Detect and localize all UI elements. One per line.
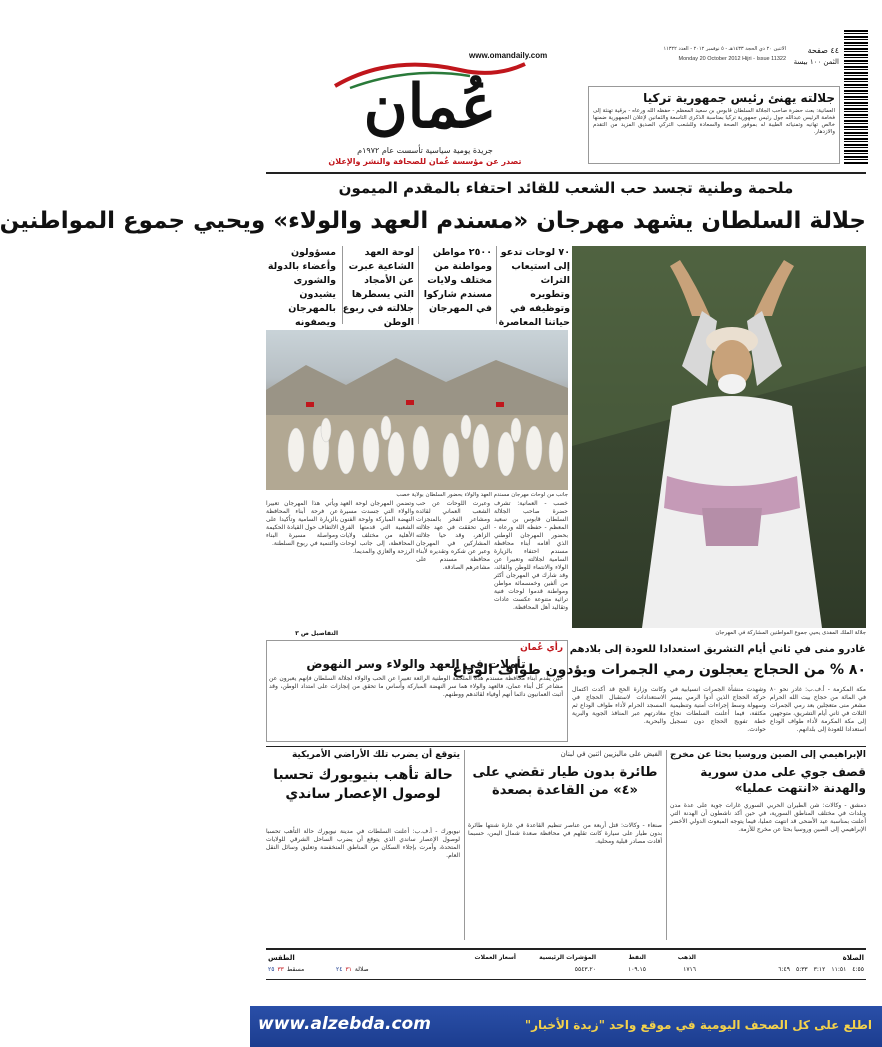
yemen-headline: طائرة بدون طيار تقضي على «٤» من القاعدة بصعدة — [472, 765, 658, 798]
lead-continued[interactable]: التفاصيل ص ٣ — [295, 630, 338, 637]
prayer-label: الصلاة — [842, 954, 864, 962]
opinion-label: رأي عُمان — [520, 643, 563, 653]
tagline: جريدة يومية سياسية تأسست عام ١٩٧٢م — [357, 146, 493, 155]
masthead-divider — [266, 172, 866, 174]
syria-kicker: الإبراهيمي إلى الصين وروسيا بحثا عن مخرج — [670, 750, 866, 760]
sultan-illustration — [572, 246, 866, 628]
lead-point[interactable]: ٢٥٠٠ مواطن ومواطنة من مختلف ولايات مسندم شاركوا في المهرجان — [423, 247, 492, 314]
logo-text: عُمان — [363, 72, 497, 142]
hajj-body-col: وكانت وزارة الحج قد أكدت اكتمال الاستعدادات لاستقبال الحجاج في المسجد الحرام لأداء طواف الوداع ثم مغادرتهم عبر المنافذ الجوية والبرية والبحرية. — [572, 686, 666, 725]
sultan-photo[interactable] — [572, 246, 866, 628]
hajj-kicker: غادرو منى في ثاني أيام التشريق استعدادا للعودة إلى بلادهم — [569, 644, 866, 655]
us-headline: حالة تأهب بنيويورك تحسبا لوصول الإعصار ساندي — [273, 767, 453, 802]
lead-headline: جلالة السلطان يشهد مهرجان «مسندم العهد والولاء» ويحيي جموع المواطنين — [0, 208, 866, 234]
lead-body-col: وعبرت اللوحات عن حب الشعب العماني لقائده ومشاعر الفخر بالمنجزات التي تحققت في عهد جلالته الزاهر، وقد حيا جلالته المشاركين في المهرجان وعبر عن شكره وتقديره لأبناء محافظة مسندم على مشاعرهم الصادقة. — [416, 500, 490, 571]
yemen-story[interactable] — [468, 750, 662, 940]
hajj-body-col: وشهدت منشأة الجمرات انسيابية في حركة الحجاج الذين أدوا الرمي بيسر وسهولة وسط إجراءات أمنية وتنظيمية مكثفة، فيما أعلنت السلطات نجاح خطة تفويج الحجاج دون تسجيل حوادث. — [670, 686, 766, 733]
syria-body: دمشق - وكالات: شن الطيران الحربي السوري غارات جوية على عدة مدن وبلدات في مختلف المناطق السورية، في حين أكد ناشطون أن الهدنة التي أعلنت بمناسبة عيد الأضحى قد انتهت عمليا، فيما يتوجه المبعوث الدولي الأخضر الإبراهيمي إلى الصين وروسيا بحثا عن مخرج للأزمة. — [670, 802, 866, 833]
sultan-photo-caption: جلالة الملك المفدى يحيي جموع المواطنين المشاركة في المهرجان — [715, 630, 866, 636]
parade-photo-caption: جانب من لوحات مهرجان مسندم العهد والولاء بحضور السلطان بولاية خصب — [396, 492, 568, 498]
prayer-time: ٦:٤٩ — [778, 966, 790, 973]
weather-min: ٢٤ — [336, 966, 343, 973]
opinion-body: حين يقدم أبناء محافظة مسندم هذه الملحمة الوطنية الرائعة تعبيرا عن الحب والولاء لجلالة السلطان فإنهم يعبرون عن مشاعر كل أبناء عمان، فالعهد والولاء هما سر النهضة المباركة وأساس ما تحقق من إنجازات على امتداد الوطن، وقد أثبت العمانيون دائما أنهم أوفياء لقائدهم ووطنهم. — [269, 675, 563, 698]
alzebda-banner[interactable] — [250, 1006, 882, 1047]
prayer-time: ٥:٣٣ — [795, 966, 808, 973]
prayer-time: ١١:٥١ — [831, 966, 847, 973]
publisher: تصدر عن مؤسسة عُمان للصحافة والنشر والإعلان — [328, 157, 522, 166]
prayer-time: ٣:١٢ — [813, 966, 826, 973]
weather-label: الطقس — [268, 954, 295, 962]
currency-label: أسعار العملات — [474, 954, 516, 961]
weather-salalah — [336, 966, 369, 973]
oil-label: النفط — [628, 954, 646, 961]
masthead — [250, 0, 882, 172]
edition-line-ar: الاثنين ٢٠ ذي الحجة ١٤٣٣هـ - ٥ نوفمبر ٢٠١٢ - العدد ١١٣٢٢ — [663, 46, 786, 52]
lead-point[interactable]: لوحة العهد الشاعية عبرت عن الأمجاد التي يسطرها جلالته في ربوع الوطن — [342, 247, 414, 328]
us-story[interactable] — [266, 750, 460, 940]
edition-line-en: Monday 20 October 2012 Hijri - Issue 11322 — [678, 56, 786, 62]
barcode — [844, 30, 868, 165]
weather-max: ٣٣ — [277, 966, 284, 973]
price: الثمن ١٠٠ بيسة — [793, 58, 839, 66]
market-bar — [266, 948, 866, 980]
lead-point[interactable]: ٧٠ لوحات تدعو إلى استيعاب التراث وتطويره وتوظيفه في حياتنا المعاصرة — [498, 247, 570, 328]
oil-price: ١٠٩.١٥ — [627, 966, 646, 973]
lead-kicker: ملحمة وطنية تجسد حب الشعب للقائد احتفاء بالمقدم الميمون — [338, 179, 794, 197]
top-news-headline: جلالته يهنئ رئيس جمهورية تركيا — [643, 91, 835, 105]
yemen-kicker: الفيض على ماليزيين اثنين في لبنان — [560, 750, 662, 758]
logo — [290, 60, 570, 146]
gold-label: الذهب — [677, 954, 696, 961]
banner-text: اطلع على كل الصحف اليومية في موقع واحد "زبدة الأخبار" — [524, 1018, 872, 1032]
syria-story[interactable] — [670, 750, 866, 940]
weather-city: مسقط — [286, 966, 305, 973]
us-kicker: يتوقع أن يضرب تلك الأراضي الأمريكية — [291, 750, 460, 760]
weather-max: ٣١ — [345, 966, 352, 973]
hajj-body-col: مكة المكرمة - أ.ف.ب: غادر نحو ٨٠ في المائة من حجاج بيت الله الحرام مشعر منى متعجلين بعد رمي الجمرات الثلاث في ثاني أيام التشريق، متوجهين إلى مكة المكرمة لأداء طواف الوداع استعدادا للعودة إلى بلدانهم. — [770, 686, 866, 733]
top-news-body: العمانية: بعث حضرة صاحب الجلالة السلطان قابوس بن سعيد المعظم - حفظه الله ورعاه - برقية تهنئة إلى فخامة الرئيس عبدالله جول رئيس جمهورية تركيا بمناسبة الذكرى التاسعة والثمانين لإعلان الجمهورية ضمنها خالص تهانيه وتمنياته الطيبة له بموفور الصحة والسعادة وللشعب التركي الصديق المزيد من التقدم والازدهار. — [593, 108, 835, 135]
lead-body-col: وتضمن المهرجان لوحة العهد والولاء التي جسدت مسيرة النهضة المباركة ولوحة الفنون الشعبية التي قدمتها الفرق الأهلية من مختلف ولايات المحافظة، إلى جانب لوحات الرزحة والعازي والمديما. — [340, 500, 414, 555]
weather-muscat — [268, 966, 304, 973]
hajj-headline: ٨٠ % من الحجاج يعجلون رمي الجمرات ويؤدون طواف الوداع — [452, 662, 866, 678]
prayer-times — [714, 966, 864, 973]
lead-body-col: ويأتي هذا المهرجان تعبيرا عن فرحة أبناء المحافظة بالزيارة السامية وتأكيدا على الالتفاف حول القيادة الحكيمة ومواصلة مسيرة البناء والتنمية في ربوع السلطنة. — [266, 500, 338, 547]
lead-point[interactable]: مسؤولون وأعضاء بالدولة والشورى يشيدون بالمهرجان ويصفونه — [267, 247, 336, 328]
banner-site[interactable]: www.alzebda.com — [258, 1014, 431, 1034]
opinion-box[interactable] — [266, 640, 568, 742]
section-divider — [266, 746, 866, 747]
opinion-headline: تأملات في العهد والولاء وسر النهوض — [306, 657, 526, 671]
yemen-body: صنعاء - وكالات: قتل أربعة من عناصر تنظيم القاعدة في غارة شنتها طائرة بدون طيار على سيارة كانت تقلهم في محافظة صعدة شمال اليمن، حسبما أفادت مصادر قبلية ومحلية. — [468, 822, 662, 845]
syria-headline: قصف جوي على مدن سورية والهدنة «انتهت عمليا» — [700, 765, 866, 795]
weather-city: صلالة — [354, 966, 369, 973]
parade-illustration — [266, 330, 568, 490]
parade-photo[interactable] — [266, 330, 568, 490]
us-body: نيويورك - أ.ف.ب: أعلنت السلطات في مدينة نيويورك حالة التأهب تحسبا لوصول الإعصار ساندي الذي يتوقع أن يضرب الساحل الشرقي للولايات المتحدة، وأمرت بإجلاء السكان من المناطق المنخفضة وتعليق وسائل النقل العام. — [266, 828, 460, 859]
pages-count: ٤٤ صفحة — [807, 46, 839, 55]
weather-min: ٢٥ — [268, 966, 275, 973]
msm-value: ٥٥٤٣.٢٠ — [574, 966, 596, 973]
lead-body-col: خصب - العمانية: تشرف حضرة صاحب الجلالة السلطان قابوس بن سعيد المعظم - حفظه الله ورعاه - بحضور المهرجان الوطني الذي أقامه أبناء محافظة مسندم احتفاء بالزيارة السامية لجلالته وتعبيرا عن الولاء والانتماء للوطن والقائد، وقد شارك في المهرجان أكثر من ألفين وخمسمائة مواطن ومواطنة قدموا لوحات فنية تراثية متنوعة عكست عادات وتقاليد أهل المحافظة. — [494, 500, 568, 611]
top-news-box[interactable] — [588, 86, 840, 164]
prayer-time: ٤:٥٥ — [852, 966, 864, 973]
lead-points — [266, 246, 570, 326]
gold-price: ١٧١٦ — [683, 966, 696, 973]
website: www.omandaily.com — [469, 51, 548, 60]
indices-label: المؤشرات الرئيسية — [539, 954, 596, 961]
